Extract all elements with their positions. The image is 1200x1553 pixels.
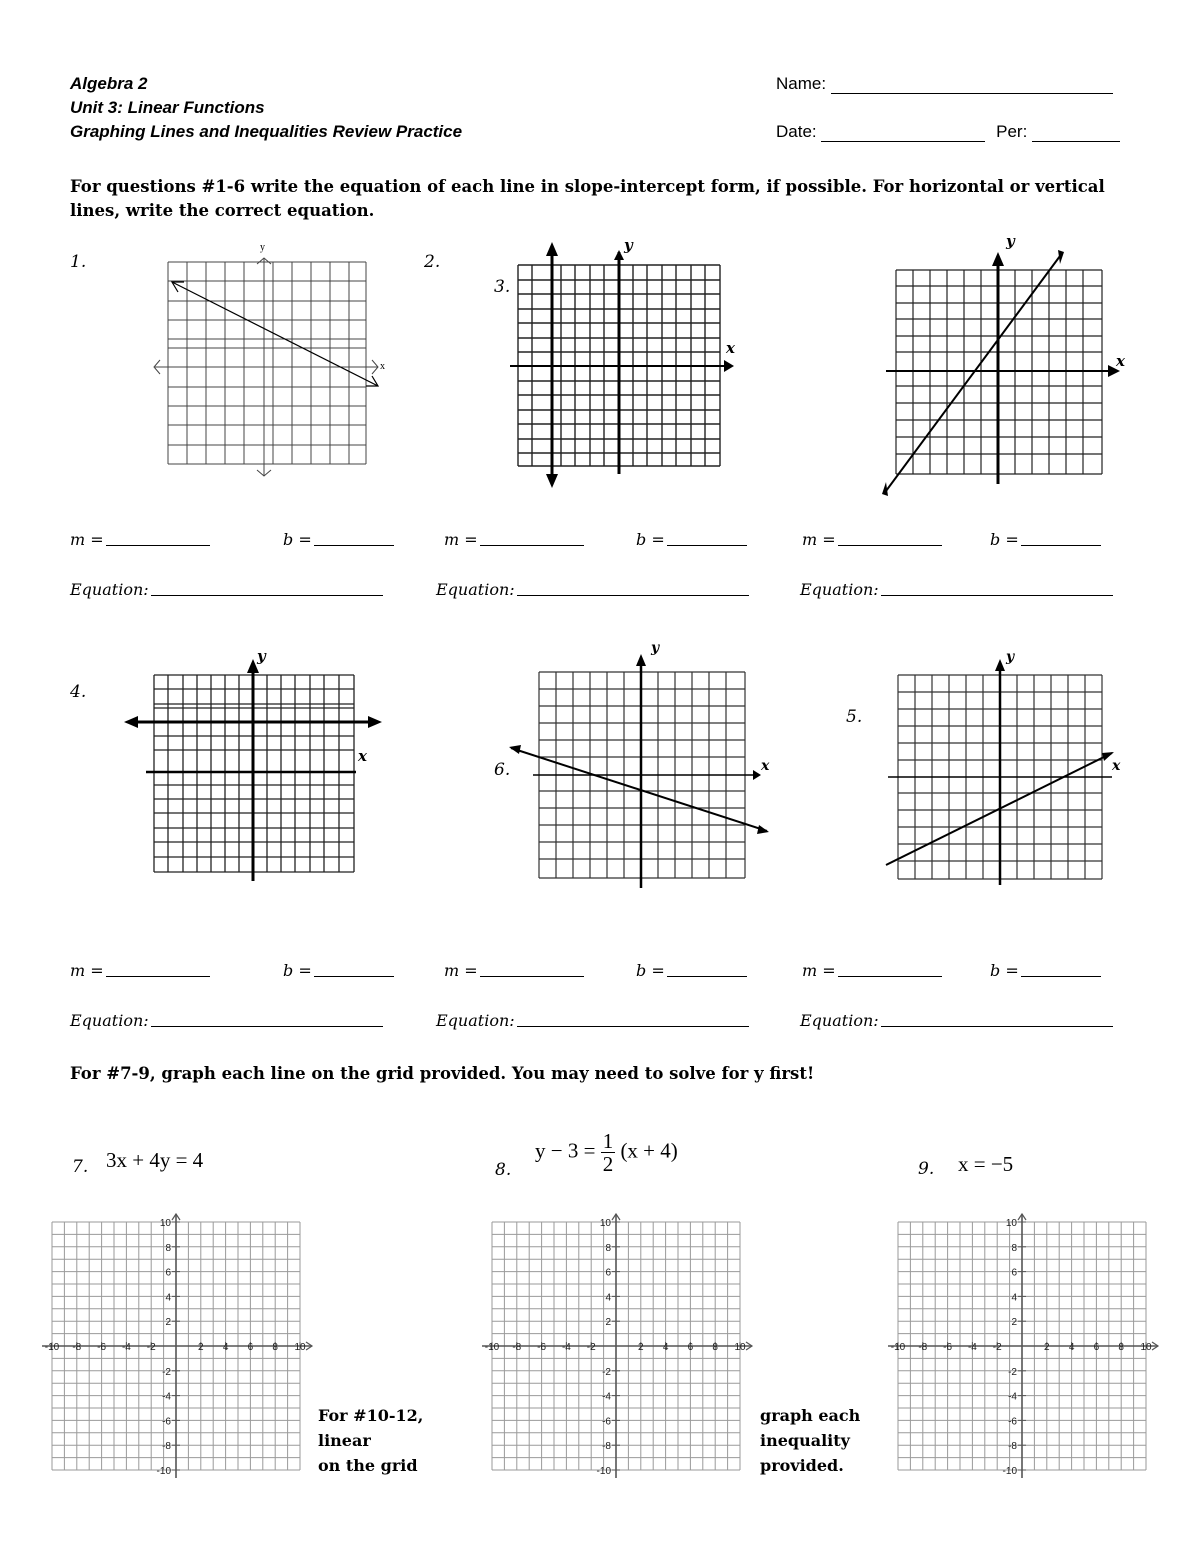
x-tick-label: -2 <box>586 1342 596 1353</box>
q2-equation-blank[interactable] <box>881 594 1113 596</box>
y-tick-label: 4 <box>165 1292 171 1304</box>
q4-equation-blank[interactable] <box>151 1025 383 1027</box>
q1-m-blank[interactable] <box>106 544 210 546</box>
note-right: graph each inequality provided. <box>760 1406 861 1475</box>
graph-q1-line <box>172 282 378 386</box>
q6-m-field: m = <box>444 961 584 980</box>
graph-q5-x-label: x <box>1112 758 1121 774</box>
q5-b-field: b = <box>990 961 1101 980</box>
graph-q7-blank-grid[interactable] <box>38 1212 318 1492</box>
note-left: For #10-12, linear on the grid <box>318 1406 424 1475</box>
graph-q2-line <box>886 256 1060 491</box>
graph-q3-y-label: y <box>624 236 633 254</box>
graph-q1-x-label: x <box>380 361 385 372</box>
y-tick-label: 2 <box>605 1317 611 1329</box>
q3-m-field: m = <box>444 530 584 549</box>
q6-b-field: b = <box>636 961 747 980</box>
x-tick-label: 10 <box>1140 1342 1152 1353</box>
graph-q1 <box>150 238 390 486</box>
q6-equation-blank[interactable] <box>517 1025 749 1027</box>
question-number-1: 1. <box>70 252 87 272</box>
graph-q2-x-label: x <box>1116 352 1125 370</box>
y-tick-label: -8 <box>1008 1441 1017 1453</box>
part2-instructions: For #7-9, graph each line on the grid provided. You may need to solve for y first! <box>70 1064 815 1083</box>
q1-equation-field: Equation: <box>70 580 383 599</box>
y-tick-label: 8 <box>605 1242 611 1254</box>
question-number-4: 4. <box>70 682 87 702</box>
y-tick-label: -4 <box>162 1391 171 1403</box>
y-tick-label: 4 <box>605 1292 611 1304</box>
graph-q5 <box>880 645 1130 885</box>
q3-b-blank[interactable] <box>667 544 747 546</box>
x-tick-label: -8 <box>512 1342 522 1353</box>
name-line <box>776 74 1113 94</box>
q4-m-field: m = <box>70 961 210 980</box>
y-tick-label: -2 <box>162 1366 171 1378</box>
x-tick-label: 10 <box>294 1342 306 1353</box>
y-tick-label: 6 <box>165 1267 171 1279</box>
graph-q1-grid <box>168 262 366 464</box>
q3-equation-field: Equation: <box>436 580 749 599</box>
question-number-2: 2. <box>424 252 441 272</box>
q4-equation-field: Equation: <box>70 1011 383 1030</box>
graph-q4 <box>120 645 390 885</box>
graph-q3-x-label: x <box>726 339 735 357</box>
graph-q4-y-label: y <box>257 647 266 665</box>
y-tick-label: 6 <box>605 1267 611 1279</box>
x-tick-label: 8 <box>272 1342 278 1353</box>
y-tick-label: -6 <box>162 1416 171 1428</box>
x-tick-label: -8 <box>72 1342 82 1353</box>
y-tick-label: -2 <box>602 1366 611 1378</box>
question-number-7: 7. <box>72 1157 89 1177</box>
graph-q6-line <box>511 748 767 831</box>
name-label: Name: <box>776 74 827 93</box>
graph-q2-y-label: y <box>1006 232 1015 250</box>
q4-b-blank[interactable] <box>314 975 394 977</box>
q3-equation-blank[interactable] <box>517 594 749 596</box>
question-number-9: 9. <box>918 1159 935 1179</box>
y-tick-label: -4 <box>1008 1391 1017 1403</box>
x-tick-label: 4 <box>222 1342 229 1353</box>
y-tick-label: -10 <box>596 1466 611 1477</box>
y-tick-label: 4 <box>1011 1292 1017 1304</box>
graph-q6-x-label: x <box>761 758 770 774</box>
y-tick-label: -6 <box>1008 1416 1017 1428</box>
x-tick-label: -10 <box>484 1342 500 1353</box>
q3-b-field: b = <box>636 530 747 549</box>
q7-equation: 3x + 4y = 4 <box>106 1148 204 1172</box>
y-tick-label: 10 <box>1005 1218 1017 1229</box>
per-label: Per: <box>996 122 1028 141</box>
y-tick-label: 2 <box>165 1317 171 1329</box>
course-title: Algebra 2 <box>70 74 148 93</box>
y-tick-label: -6 <box>602 1416 611 1428</box>
y-tick-label: -8 <box>602 1441 611 1453</box>
part1-instructions: For questions #1-6 write the equation of each line in slope-intercept form, if possible. For horizontal or vertical lines, write the correct equation. <box>70 177 1105 220</box>
q5-m-field: m = <box>802 961 942 980</box>
worksheet-title: Graphing Lines and Inequalities Review Practice <box>70 122 463 141</box>
x-tick-label: 4 <box>662 1342 669 1353</box>
unit-title: Unit 3: Linear Functions <box>70 98 265 117</box>
question-number-8: 8. <box>495 1160 512 1180</box>
y-tick-label: 2 <box>1011 1317 1017 1329</box>
q2-m-blank[interactable] <box>838 544 942 546</box>
y-tick-label: 8 <box>165 1242 171 1254</box>
x-tick-label: -2 <box>146 1342 156 1353</box>
x-tick-label: 2 <box>198 1342 204 1353</box>
name-field[interactable] <box>831 75 1113 94</box>
date-line <box>776 122 1120 142</box>
q3-m-blank[interactable] <box>480 544 584 546</box>
q1-b-field: b = <box>283 530 394 549</box>
x-tick-label: -6 <box>943 1342 953 1353</box>
question-number-6: 6. <box>494 760 511 780</box>
header-block <box>70 72 462 144</box>
x-tick-label: -10 <box>890 1342 906 1353</box>
x-tick-label: 6 <box>247 1342 254 1353</box>
graph-q5-y-label: y <box>1006 649 1015 665</box>
y-tick-label: 8 <box>1011 1242 1017 1254</box>
x-tick-label: -2 <box>992 1342 1002 1353</box>
x-tick-label: -6 <box>537 1342 547 1353</box>
x-tick-label: 6 <box>1093 1342 1100 1353</box>
graph-q2 <box>880 230 1130 500</box>
question-number-3: 3. <box>494 277 511 297</box>
q4-b-field: b = <box>283 961 394 980</box>
period-field[interactable] <box>1032 123 1120 142</box>
x-tick-label: -8 <box>918 1342 928 1353</box>
y-tick-label: -10 <box>156 1466 171 1477</box>
graph-q8-blank-grid[interactable] <box>478 1212 758 1492</box>
q5-equation-field: Equation: <box>800 1011 1113 1030</box>
x-tick-label: -10 <box>44 1342 60 1353</box>
q2-b-field: b = <box>990 530 1101 549</box>
q6-equation-field: Equation: <box>436 1011 749 1030</box>
x-tick-label: 8 <box>1118 1342 1124 1353</box>
y-tick-label: -10 <box>1002 1466 1017 1477</box>
graph-q6-y-label: y <box>651 640 660 656</box>
x-tick-label: -4 <box>561 1342 571 1353</box>
q4-m-blank[interactable] <box>106 975 210 977</box>
y-tick-label: 6 <box>1011 1267 1017 1279</box>
q9-equation: x = −5 <box>958 1152 1014 1176</box>
question-number-5: 5. <box>846 707 863 727</box>
x-tick-label: 10 <box>734 1342 746 1353</box>
x-tick-label: 2 <box>638 1342 644 1353</box>
q1-equation-blank[interactable] <box>151 594 383 596</box>
q5-b-blank[interactable] <box>1021 975 1101 977</box>
y-tick-label: 10 <box>599 1218 611 1229</box>
y-tick-label: -8 <box>162 1441 171 1453</box>
x-tick-label: 2 <box>1044 1342 1050 1353</box>
q8-lhs: y − 3 = <box>535 1138 596 1163</box>
q8-rhs: (x + 4) <box>620 1138 678 1163</box>
graph-q1-y-label: y <box>260 242 265 253</box>
q1-b-blank[interactable] <box>314 544 394 546</box>
y-tick-label: -2 <box>1008 1366 1017 1378</box>
q5-m-blank[interactable] <box>838 975 942 977</box>
q2-b-blank[interactable] <box>1021 544 1101 546</box>
x-tick-label: 8 <box>712 1342 718 1353</box>
y-tick-label: 10 <box>159 1218 171 1229</box>
graph-q9-blank-grid[interactable] <box>884 1212 1164 1492</box>
x-tick-label: -4 <box>121 1342 131 1353</box>
x-tick-label: -4 <box>967 1342 977 1353</box>
date-label: Date: <box>776 122 817 141</box>
y-tick-label: -4 <box>602 1391 611 1403</box>
q1-m-field: m = <box>70 530 210 549</box>
x-tick-label: 6 <box>687 1342 694 1353</box>
graph-q4-x-label: x <box>358 747 367 765</box>
q2-m-field: m = <box>802 530 942 549</box>
q6-m-blank[interactable] <box>480 975 584 977</box>
x-tick-label: 4 <box>1068 1342 1075 1353</box>
q2-equation-field: Equation: <box>800 580 1113 599</box>
graph-q3 <box>508 238 748 488</box>
q6-b-blank[interactable] <box>667 975 747 977</box>
graph-q6 <box>505 638 785 893</box>
x-tick-label: -6 <box>97 1342 107 1353</box>
q5-equation-blank[interactable] <box>881 1025 1113 1027</box>
date-field[interactable] <box>821 123 985 142</box>
q8-fraction: $\frac{1}{2}$ <box>602 1129 614 1176</box>
q8-equation <box>535 1130 678 1175</box>
